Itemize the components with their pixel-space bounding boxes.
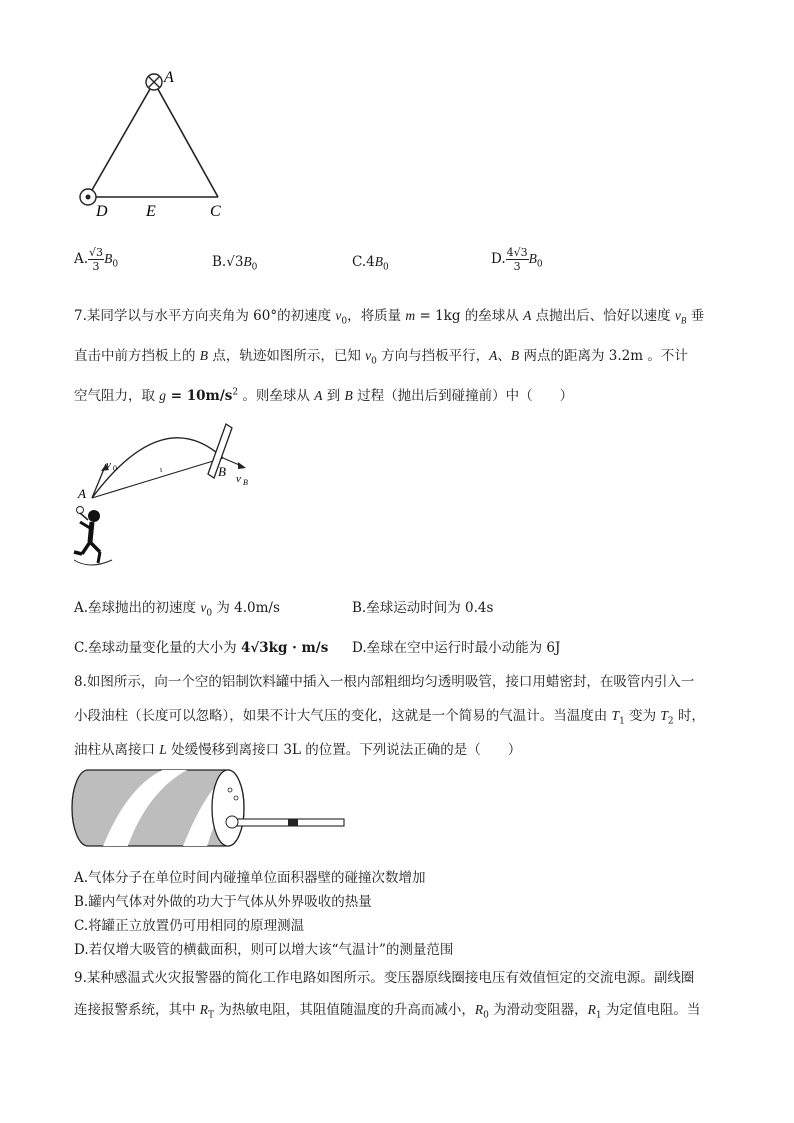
fig7-A-label: A [78,486,86,501]
fig6-label-E: E [146,203,156,220]
fig7-v0-sub: 0 [113,464,117,473]
fig6-label-A: A [164,69,174,86]
q8-can-thermometer-figure [70,764,352,850]
q7-stem-line-1: 7.某同学以与水平方向夹角为 60°的初速度 $v_0$，将质量 m = 1kg 的垒球从 A 点抛出后、恰好以速度 $v_B$ 垂 [74,308,705,327]
q6-option-b: $B.√3B_0$ [212,254,258,273]
q9-stem-line-1: 9.某种感温式火灾报警器的简化工作电路如图所示。变压器原线圈接电压有效值恒定的交流电源。副线圈 [74,970,695,986]
q6-triangle-figure [70,62,240,222]
q7-stem-line-2: 直击中前方挡板上的 B 点，轨迹如图所示，已知 $v_0$ 方向与挡板平行，A、B 两点的距离为 3.2m 。不计 [74,348,688,367]
current-into-page-icon [146,74,162,90]
fig7-B-label: B [218,464,226,479]
q8-option-a: A.气体分子在单位时间内碰撞单位面积器壁的碰撞次数增加 [74,870,426,886]
thrower-figure [74,507,112,566]
q7-option-d: D.垒球在空中运行时最小动能为 6J [352,640,561,656]
q7-option-b: B.垒球运动时间为 0.4s [352,600,494,616]
q7-trajectory-figure [68,418,268,576]
q8-stem-line-2: 小段油柱（长度可以忽略），如果不计大气压的变化，这就是一个简易的气温计。当温度由 $T_1$ 变为 $T_2$ 时， [74,708,705,727]
fig7-vB-label: v [236,473,241,485]
q8-option-b: B.罐内气体对外做的功大于气体从外界吸收的热量 [74,894,372,910]
current-out-of-page-icon [80,189,96,205]
q7-option-c: C.垒球动量变化量的大小为 4√3kg · m/s [74,640,329,656]
q6-option-d: D. $\frac{4√3}{3}$ $B_0$ [491,246,543,273]
q7-option-a: A.垒球抛出的初速度 $v_0$ 为 4.0m/s [74,600,280,619]
fig6-label-C: C [210,203,221,220]
fig6-label-D: D [96,203,108,220]
q8-option-c: C.将罐正立放置仍可用相同的原理测温 [74,918,305,934]
svg-text:ι: ι [160,465,163,474]
q8-option-d: D.若仅增大吸管的横截面积，则可以增大该“气温计”的测量范围 [74,942,454,958]
q6-option-c: $C.4B_0$ [352,254,389,273]
fig7-v0-label: v [106,459,111,471]
q8-stem-line-3: 油柱从离接口 L 处缓慢移到离接口 3L 的位置。下列说法正确的是（ ） [74,742,522,758]
fig7-vB-sub: B [243,478,248,487]
q9-stem-line-2: 连接报警系统，其中 $R_T$ 为热敏电阻，其阻值随温度的升高而减小，$R_0$ 为滑动变阻器，$R_1$ 为定值电阻。当 [74,1002,701,1021]
q7-stem-line-3: 空气阻力，取 $g = 10m/s^2$ 。则垒球从 A 到 B 过程（抛出后到碰撞前）中（ ） [74,387,574,404]
q6-option-a: A. $\frac{√3}{3}$ $B_0$ [74,246,119,273]
q8-stem-line-1: 8.如图所示，向一个空的铝制饮料罐中插入一根内部粗细均匀透明吸管，接口用蜡密封，在吸管内引入一 [74,674,695,690]
